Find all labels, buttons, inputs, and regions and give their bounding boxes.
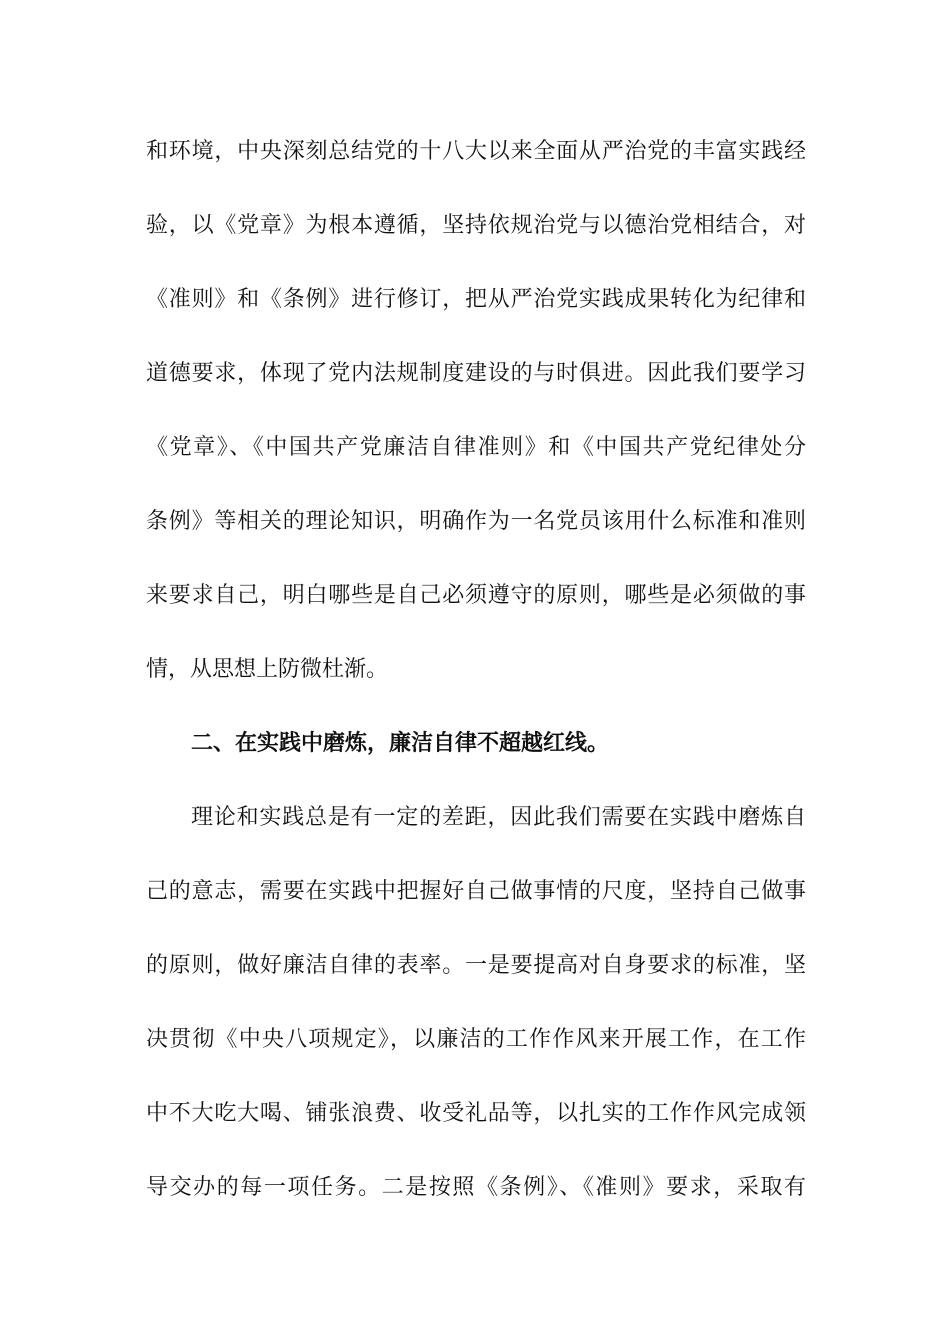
paragraph-1-line-1: 和环境，中央深刻总结党的十八大以来全面从严治党的丰富实践经 xyxy=(146,139,806,164)
paragraph-1-line-4: 道德要求，体现了党内法规制度建设的与时俱进。因此我们要学习 xyxy=(146,361,806,386)
paragraph-2-line-6: 导交办的每一项任务。二是按照《条例》、《准则》要求，采取有 xyxy=(146,1175,806,1200)
paragraph-2-line-3: 的原则，做好廉洁自律的表率。一是要提高对自身要求的标准，坚 xyxy=(146,953,806,978)
paragraph-1-line-5: 《党章》、《中国共产党廉洁自律准则》和《中国共产党纪律处分 xyxy=(146,435,806,460)
paragraph-2-line-4: 决贯彻《中央八项规定》，以廉洁的工作作风来开展工作，在工作 xyxy=(146,1027,806,1052)
paragraph-1-line-2: 验，以《党章》为根本遵循，坚持依规治党与以德治党相结合，对 xyxy=(146,213,806,238)
paragraph-2-line-1: 理论和实践总是有一定的差距，因此我们需要在实践中磨炼自 xyxy=(191,805,806,830)
section-heading: 二、在实践中磨炼，廉洁自律不超越红线。 xyxy=(191,731,610,756)
paragraph-2-line-2: 己的意志，需要在实践中把握好自己做事情的尺度，坚持自己做事 xyxy=(146,879,806,904)
paragraph-1-line-8: 情，从思想上防微杜渐。 xyxy=(146,657,389,682)
paragraph-2-line-5: 中不大吃大喝、铺张浪费、收受礼品等，以扎实的工作作风完成领 xyxy=(146,1101,806,1126)
paragraph-1-line-7: 来要求自己，明白哪些是自己必须遵守的原则，哪些是必须做的事 xyxy=(146,583,806,608)
paragraph-1-line-6: 条例》等相关的理论知识，明确作为一名党员该用什么标准和准则 xyxy=(146,509,806,534)
paragraph-1-line-3: 《准则》和《条例》进行修订，把从严治党实践成果转化为纪律和 xyxy=(146,287,806,312)
